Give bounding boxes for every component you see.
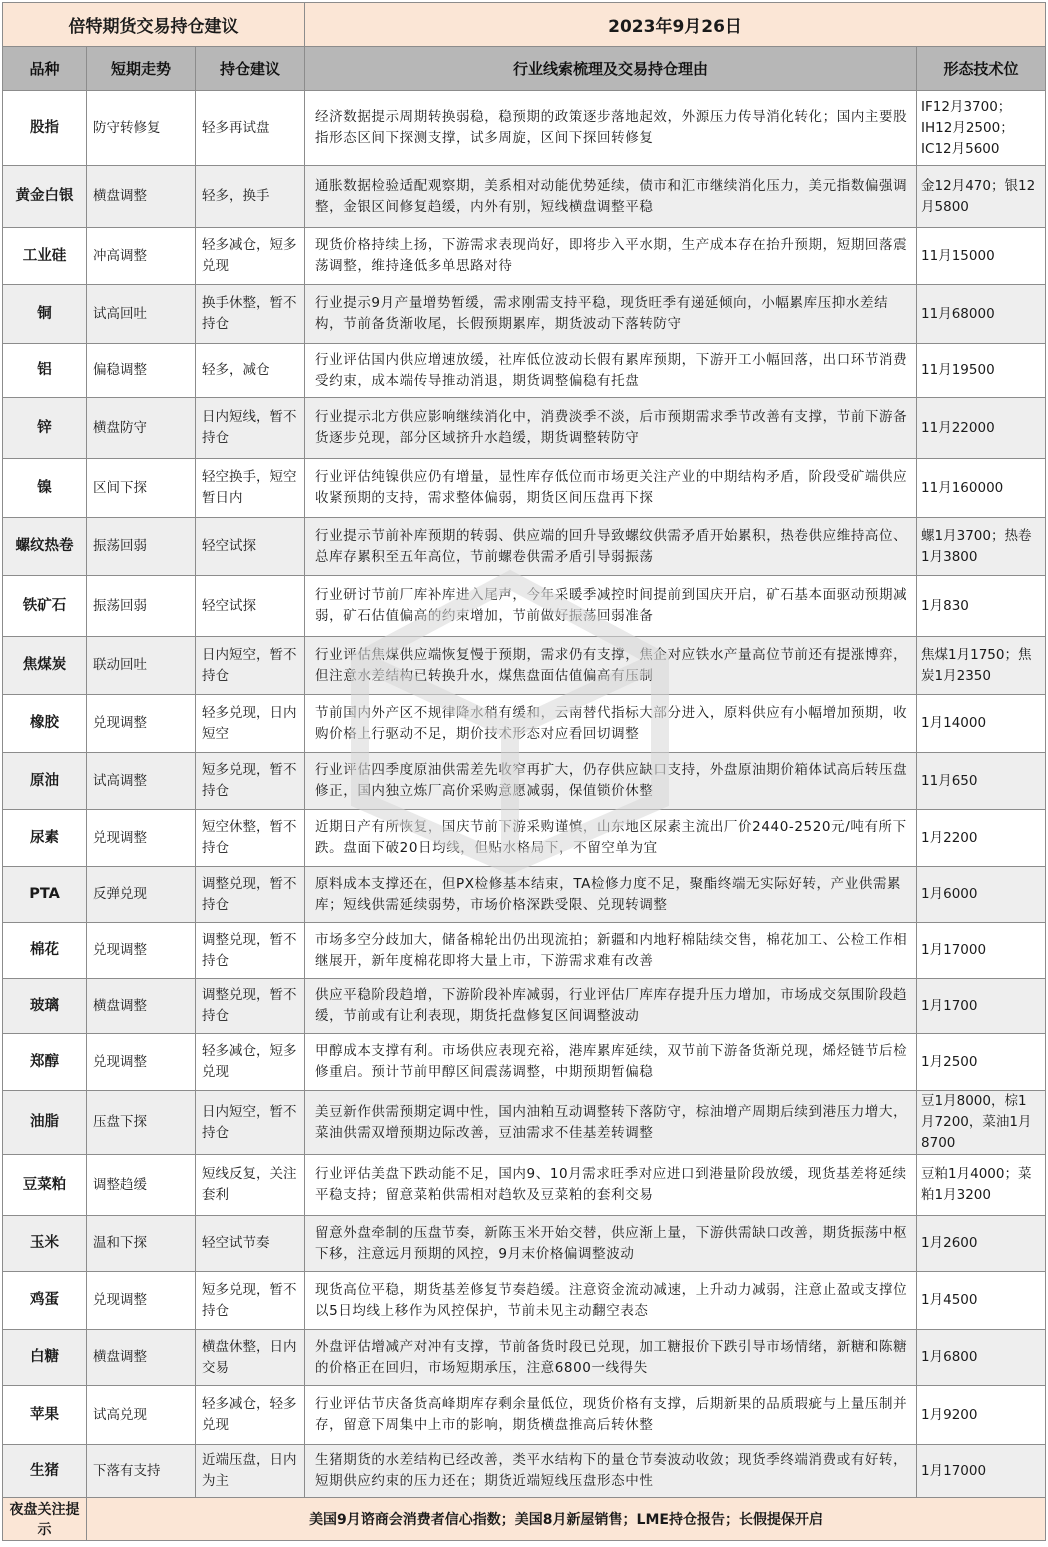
advice-cell: 日内短空，暂不持仓 <box>196 637 305 695</box>
trend-cell: 兑现调整 <box>87 923 196 979</box>
night-session-text: 美国9月谘商会消费者信心指数；美国8月新屋销售；LME持仓报告；长假提保开启 <box>87 1498 1046 1541</box>
advice-cell: 调整兑现，暂不持仓 <box>196 979 305 1034</box>
advice-cell: 轻空试探 <box>196 518 305 576</box>
trend-cell: 兑现调整 <box>87 695 196 753</box>
advice-cell: 轻多减仓，短多兑现 <box>196 1034 305 1091</box>
trend-cell: 调整趋缓 <box>87 1155 196 1216</box>
variety-cell: 焦煤炭 <box>3 637 87 695</box>
reason-cell: 原料成本支撑还在，但PX检修基本结束，TA检修力度不足，聚酯终端无实际好转，产业供需累库；短线供需延续弱势，市场价格深跌受限、兑现转调整 <box>305 867 917 923</box>
advice-sheet <box>2 2 1045 1541</box>
reason-cell: 甲醇成本支撑有利。市场供应表现充裕，港库累库延续，双节前下游备货渐兑现，烯烃链节后检修重启。预计节前甲醇区间震荡调整，中期预期暂偏稳 <box>305 1034 917 1091</box>
variety-cell: 棉花 <box>3 923 87 979</box>
variety-cell: 镍 <box>3 459 87 518</box>
advice-cell: 近端压盘，日内为主 <box>196 1445 305 1498</box>
variety-cell: 玉米 <box>3 1216 87 1272</box>
sheet-date: 2023年9月26日 <box>305 3 1046 47</box>
table-row <box>3 810 1046 867</box>
col-header-tech: 形态技术位 <box>917 47 1046 91</box>
advice-cell: 日内短空，暂不持仓 <box>196 1091 305 1155</box>
variety-cell: 股指 <box>3 91 87 166</box>
reason-cell: 行业评估国内供应增速放缓，社库低位波动长假有累库预期，下游开工小幅回落，出口环节消费受约束，成本端传导推动消退，期货调整偏稳有托盘 <box>305 344 917 398</box>
tech-cell: 11月22000 <box>917 398 1046 459</box>
trend-cell: 下落有支持 <box>87 1445 196 1498</box>
sheet-title: 倍特期货交易持仓建议 <box>3 3 305 47</box>
trend-cell: 试高调整 <box>87 753 196 810</box>
tech-cell: 11月19500 <box>917 344 1046 398</box>
variety-cell: 黄金白银 <box>3 166 87 228</box>
table-row <box>3 228 1046 285</box>
advice-cell: 短多兑现，暂不持仓 <box>196 1272 305 1330</box>
tech-cell: 11月650 <box>917 753 1046 810</box>
col-header-variety: 品种 <box>3 47 87 91</box>
reason-cell: 市场多空分歧加大，储备棉轮出仍出现流拍；新疆和内地籽棉陆续交售，棉花加工、公检工作相继展开，新年度棉花即将大量上市，下游需求难有改善 <box>305 923 917 979</box>
reason-cell: 节前国内外产区不规律降水稍有缓和，云南替代指标大部分进入，原料供应有小幅增加预期，收购价格上行驱动不足，期价技术形态对应看回切调整 <box>305 695 917 753</box>
tech-cell: 豆1月8000，棕1月7200，菜油1月8700 <box>917 1091 1046 1155</box>
table-row <box>3 91 1046 166</box>
trend-cell: 兑现调整 <box>87 1272 196 1330</box>
tech-cell: 1月2500 <box>917 1034 1046 1091</box>
tech-cell: 1月17000 <box>917 923 1046 979</box>
reason-cell: 留意外盘牵制的压盘节奏，新陈玉米开始交替，供应渐上量，下游供需缺口改善，期货振荡中枢下移，注意远月预期的风控，9月末价格偏调整波动 <box>305 1216 917 1272</box>
reason-cell: 通胀数据检验适配观察期，美系相对动能优势延续，债市和汇市继续消化压力，美元指数偏强调整，金银区间修复趋缓，内外有别，短线横盘调整平稳 <box>305 166 917 228</box>
tech-cell: 11月15000 <box>917 228 1046 285</box>
table-row <box>3 923 1046 979</box>
advice-cell: 短线反复，关注套利 <box>196 1155 305 1216</box>
variety-cell: 豆菜粕 <box>3 1155 87 1216</box>
table-row <box>3 1272 1046 1330</box>
reason-cell: 行业提示北方供应影响继续消化中，消费淡季不淡，后市预期需求季节改善有支撑，节前下游备货逐步兑现，部分区域挤升水趋缓，期货调整转防守 <box>305 398 917 459</box>
advice-cell: 短多兑现，暂不持仓 <box>196 753 305 810</box>
reason-cell: 经济数据提示周期转换弱稳，稳预期的政策逐步落地起效，外源压力传导消化转化；国内主要股指形态区间下探测支撑，试多周旋，区间下探回转修复 <box>305 91 917 166</box>
tech-cell: 1月17000 <box>917 1445 1046 1498</box>
trend-cell: 区间下探 <box>87 459 196 518</box>
advice-cell: 轻多减仓，轻多兑现 <box>196 1386 305 1445</box>
reason-cell: 美豆新作供需预期定调中性，国内油粕互动调整转下落防守，棕油增产周期后续到港压力增大，菜油供需双增预期边际改善，豆油需求不佳基差转调整 <box>305 1091 917 1155</box>
trend-cell: 防守转修复 <box>87 91 196 166</box>
advice-cell: 轻多兑现，日内短空 <box>196 695 305 753</box>
reason-cell: 行业提示9月产量增势暂缓，需求刚需支持平稳，现货旺季有递延倾向，小幅累库压抑水差结构，节前备货渐收尾，长假预期累库，期货波动下落转防守 <box>305 285 917 344</box>
reason-cell: 外盘评估增减产对冲有支撑，节前备货时段已兑现，加工糖报价下跌引导市场情绪，新糖和陈糖的价格正在回归，市场短期承压，注意6800一线得失 <box>305 1330 917 1386</box>
tech-cell: 1月9200 <box>917 1386 1046 1445</box>
variety-cell: 苹果 <box>3 1386 87 1445</box>
advice-cell: 日内短线，暂不持仓 <box>196 398 305 459</box>
table-row <box>3 166 1046 228</box>
reason-cell: 近期日产有所恢复，国庆节前下游采购谨慎，山东地区尿素主流出厂价2440-2520元/吨有所下跌。盘面下破20日均线，但贴水格局下，不留空单为宜 <box>305 810 917 867</box>
tech-cell: 1月14000 <box>917 695 1046 753</box>
table-row <box>3 1155 1046 1216</box>
reason-cell: 现货高位平稳，期货基差修复节奏趋缓。注意资金流动减速，上升动力减弱，注意止盈或支撑位以5日均线上移作为风控保护，节前未见主动翻空表态 <box>305 1272 917 1330</box>
trend-cell: 横盘调整 <box>87 1330 196 1386</box>
tech-cell: 焦煤1月1750；焦炭1月2350 <box>917 637 1046 695</box>
table-row <box>3 637 1046 695</box>
table-row <box>3 867 1046 923</box>
trend-cell: 兑现调整 <box>87 1034 196 1091</box>
table-row <box>3 1216 1046 1272</box>
advice-cell: 轻多，减仓 <box>196 344 305 398</box>
table-row <box>3 1034 1046 1091</box>
trend-cell: 横盘调整 <box>87 979 196 1034</box>
variety-cell: 铁矿石 <box>3 576 87 637</box>
trend-cell: 横盘防守 <box>87 398 196 459</box>
variety-cell: 尿素 <box>3 810 87 867</box>
trend-cell: 试高回吐 <box>87 285 196 344</box>
advice-table <box>2 2 1046 1541</box>
tech-cell: 金12月470；银12月5800 <box>917 166 1046 228</box>
advice-cell: 横盘休整，日内交易 <box>196 1330 305 1386</box>
advice-cell: 调整兑现，暂不持仓 <box>196 923 305 979</box>
variety-cell: 铜 <box>3 285 87 344</box>
variety-cell: 玻璃 <box>3 979 87 1034</box>
trend-cell: 联动回吐 <box>87 637 196 695</box>
trend-cell: 横盘调整 <box>87 166 196 228</box>
reason-cell: 行业评估焦煤供应端恢复慢于预期，需求仍有支撑，焦企对应铁水产量高位节前还有提涨博弈，但注意水差结构已转换升水，煤焦盘面估值偏高有压制 <box>305 637 917 695</box>
advice-cell: 轻多再试盘 <box>196 91 305 166</box>
table-row <box>3 695 1046 753</box>
advice-cell: 轻空试节奏 <box>196 1216 305 1272</box>
reason-cell: 行业研讨节前厂库补库进入尾声，今年采暖季减控时间提前到国庆开启，矿石基本面驱动预期减弱，矿石估值偏高的约束增加，节前做好振荡回弱准备 <box>305 576 917 637</box>
tech-cell: IF12月3700；IH12月2500；IC12月5600 <box>917 91 1046 166</box>
reason-cell: 行业评估美盘下跌动能不足，国内9、10月需求旺季对应进口到港量阶段放缓，现货基差将延续平稳支持；留意菜粕供需相对趋软及豆菜粕的套利交易 <box>305 1155 917 1216</box>
reason-cell: 供应平稳阶段趋增，下游阶段补库减弱，行业评估厂库库存提升压力增加，市场成交氛围阶段趋缓，节前或有让利表现，期货托盘修复区间调整波动 <box>305 979 917 1034</box>
col-header-reason: 行业线索梳理及交易持仓理由 <box>305 47 917 91</box>
tech-cell: 1月2600 <box>917 1216 1046 1272</box>
tech-cell: 豆粕1月4000；菜粕1月3200 <box>917 1155 1046 1216</box>
tech-cell: 1月4500 <box>917 1272 1046 1330</box>
tech-cell: 1月6800 <box>917 1330 1046 1386</box>
reason-cell: 行业评估四季度原油供需差先收窄再扩大，仍存供应缺口支持，外盘原油期价箱体试高后转压盘修正，国内独立炼厂高价采购意愿减弱，保值锁价休整 <box>305 753 917 810</box>
trend-cell: 兑现调整 <box>87 810 196 867</box>
table-row <box>3 285 1046 344</box>
trend-cell: 反弹兑现 <box>87 867 196 923</box>
tech-cell: 1月830 <box>917 576 1046 637</box>
night-session-label: 夜盘关注提示 <box>3 1498 87 1541</box>
table-row <box>3 398 1046 459</box>
table-row <box>3 1091 1046 1155</box>
variety-cell: 螺纹热卷 <box>3 518 87 576</box>
tech-cell: 1月1700 <box>917 979 1046 1034</box>
table-row <box>3 518 1046 576</box>
tech-cell: 1月2200 <box>917 810 1046 867</box>
table-row <box>3 344 1046 398</box>
variety-cell: 油脂 <box>3 1091 87 1155</box>
trend-cell: 冲高调整 <box>87 228 196 285</box>
reason-cell: 行业评估节庆备货高峰期库存剩余量低位，现货价格有支撑，后期新果的品质瑕疵与上量压制并存，留意下周集中上市的影响，期货横盘推高后转休整 <box>305 1386 917 1445</box>
reason-cell: 行业提示节前补库预期的转弱、供应端的回升导致螺纹供需矛盾开始累积，热卷供应维持高位、总库存累积至五年高位，节前螺卷供需矛盾引导弱振荡 <box>305 518 917 576</box>
table-row <box>3 459 1046 518</box>
title-row <box>3 3 1046 47</box>
trend-cell: 压盘下探 <box>87 1091 196 1155</box>
night-session-row <box>3 1498 1046 1541</box>
tech-cell: 11月68000 <box>917 285 1046 344</box>
table-row <box>3 1445 1046 1498</box>
advice-cell: 轻空试探 <box>196 576 305 637</box>
table-row <box>3 1330 1046 1386</box>
variety-cell: 鸡蛋 <box>3 1272 87 1330</box>
variety-cell: 锌 <box>3 398 87 459</box>
col-header-advice: 持仓建议 <box>196 47 305 91</box>
advice-cell: 轻多减仓，短多兑现 <box>196 228 305 285</box>
trend-cell: 振荡回弱 <box>87 576 196 637</box>
trend-cell: 试高兑现 <box>87 1386 196 1445</box>
advice-cell: 短空休整，暂不持仓 <box>196 810 305 867</box>
tech-cell: 螺1月3700；热卷1月3800 <box>917 518 1046 576</box>
variety-cell: 原油 <box>3 753 87 810</box>
variety-cell: 白糖 <box>3 1330 87 1386</box>
variety-cell: 铝 <box>3 344 87 398</box>
table-row <box>3 576 1046 637</box>
reason-cell: 现货价格持续上扬，下游需求表现尚好，即将步入平水期，生产成本存在抬升预期，短期回落震荡调整，维持逢低多单思路对待 <box>305 228 917 285</box>
trend-cell: 振荡回弱 <box>87 518 196 576</box>
variety-cell: PTA <box>3 867 87 923</box>
tech-cell: 11月160000 <box>917 459 1046 518</box>
col-header-trend: 短期走势 <box>87 47 196 91</box>
advice-cell: 轻多，换手 <box>196 166 305 228</box>
reason-cell: 行业评估纯镍供应仍有增量，显性库存低位而市场更关注产业的中期结构矛盾，阶段受矿端供应收紧预期的支持，需求整体偏弱，期货区间压盘再下探 <box>305 459 917 518</box>
trend-cell: 温和下探 <box>87 1216 196 1272</box>
table-row <box>3 753 1046 810</box>
advice-cell: 调整兑现，暂不持仓 <box>196 867 305 923</box>
table-row <box>3 1386 1046 1445</box>
trend-cell: 偏稳调整 <box>87 344 196 398</box>
variety-cell: 生猪 <box>3 1445 87 1498</box>
variety-cell: 工业硅 <box>3 228 87 285</box>
advice-cell: 轻空换手，短空暂日内 <box>196 459 305 518</box>
reason-cell: 生猪期货的水差结构已经改善，类平水结构下的量仓节奏波动收敛；现货季终端消费或有好转，短期供应约束的压力还在；期货近端短线压盘形态中性 <box>305 1445 917 1498</box>
tech-cell: 1月6000 <box>917 867 1046 923</box>
column-header-row <box>3 47 1046 91</box>
advice-cell: 换手休整，暂不持仓 <box>196 285 305 344</box>
variety-cell: 橡胶 <box>3 695 87 753</box>
variety-cell: 郑醇 <box>3 1034 87 1091</box>
table-row <box>3 979 1046 1034</box>
